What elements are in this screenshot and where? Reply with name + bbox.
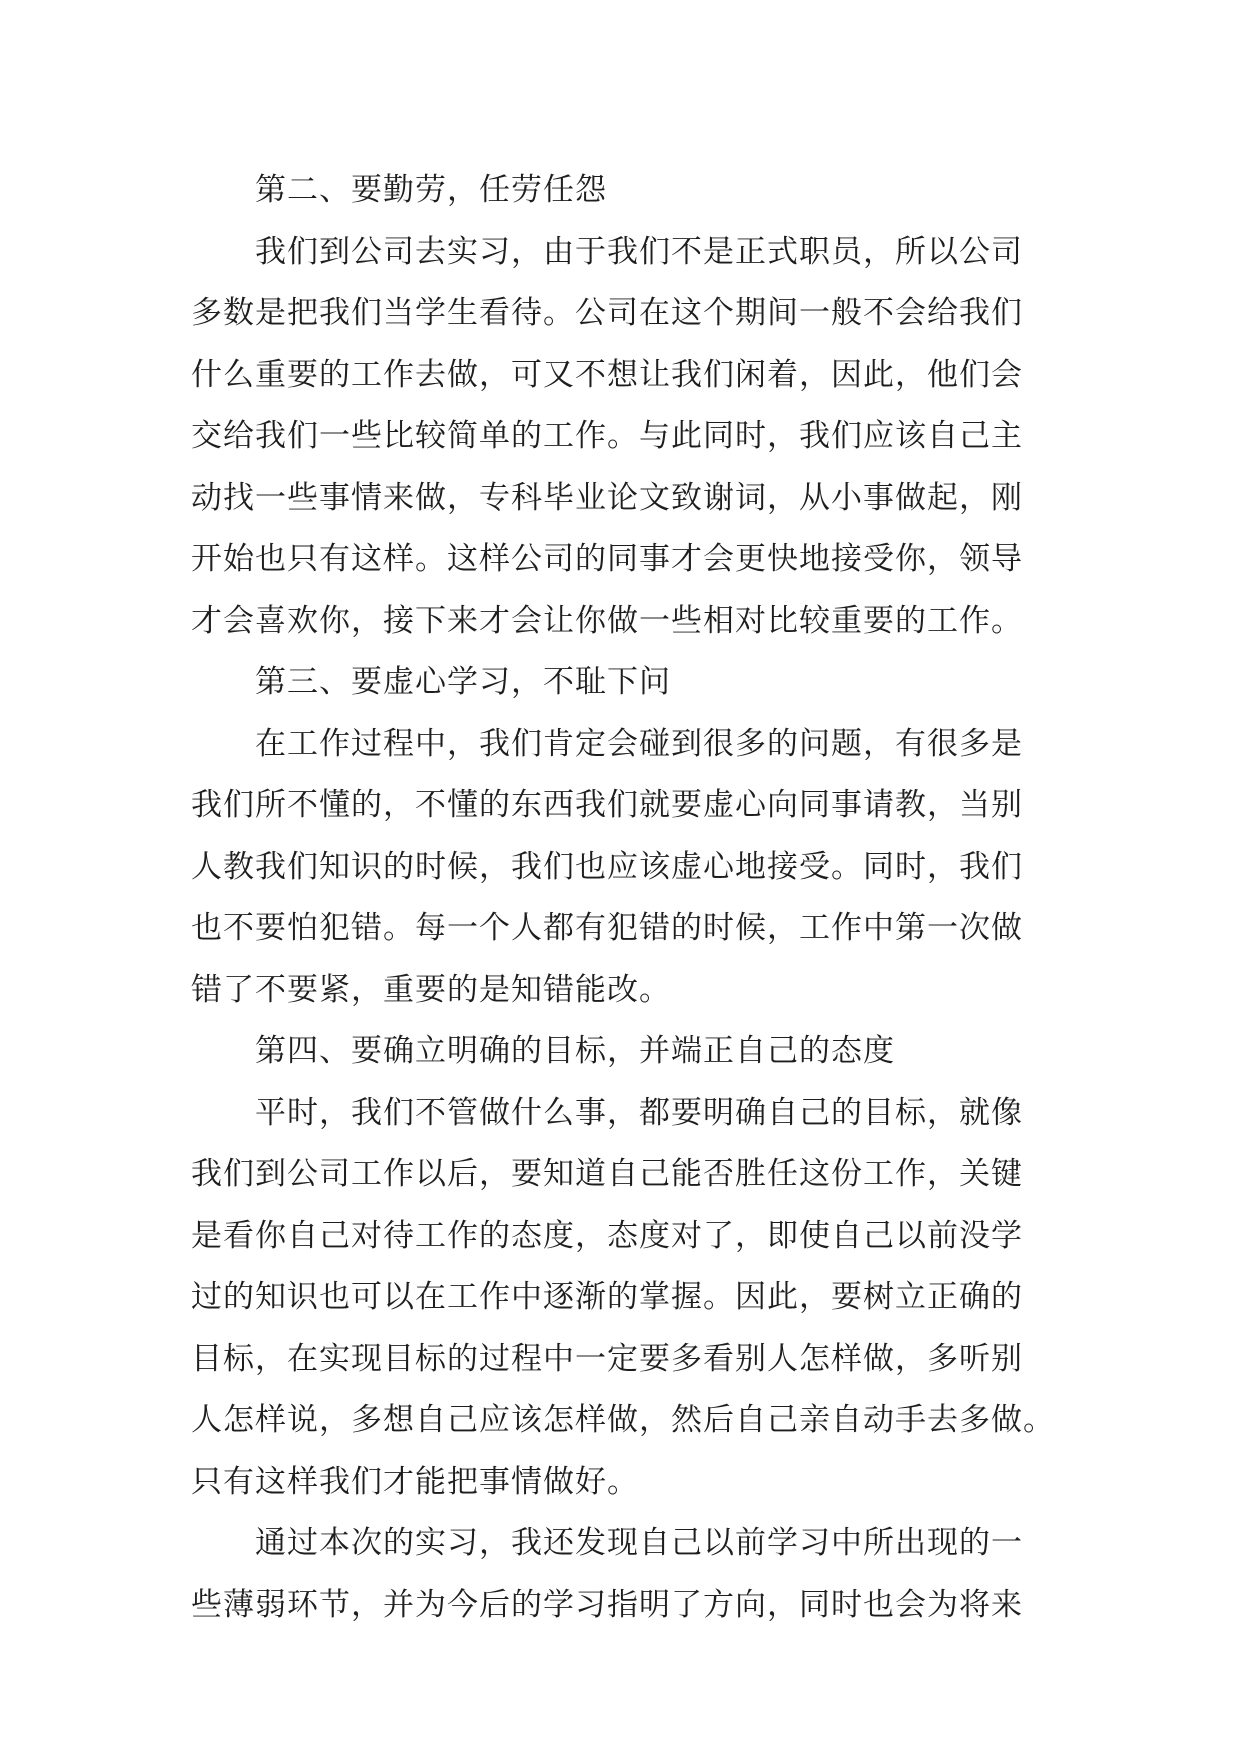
text-line: 平时，我们不管做什么事，都要明确自己的目标，就像 — [255, 1094, 1023, 1131]
text-line: 通过本次的实习，我还发现自己以前学习中所出现的一 — [255, 1525, 1023, 1561]
text-line: 目标，在实现目标的过程中一定要多看别人怎样做，多听别 — [191, 1340, 1023, 1377]
text-line: 第二、要勤劳，任劳任怨 — [255, 172, 607, 208]
text-line: 人怎样说，多想自己应该怎样做，然后自己亲自动手去多做。 — [191, 1402, 1055, 1438]
text-line: 是看你自己对待工作的态度，态度对了，即使自己以前没学 — [191, 1217, 1023, 1254]
text-line: 第四、要确立明确的目标，并端正自己的态度 — [255, 1033, 895, 1069]
text-line: 错了不要紧，重要的是知错能改。 — [191, 971, 671, 1008]
text-line: 才会喜欢你，接下来才会让你做一些相对比较重要的工作。 — [191, 602, 1023, 639]
text-line: 些薄弱环节，并为今后的学习指明了方向，同时也会为将来 — [191, 1586, 1023, 1623]
text-line: 人教我们知识的时候，我们也应该虚心地接受。同时，我们 — [191, 848, 1023, 885]
text-line: 动找一些事情来做，专科毕业论文致谢词，从小事做起，刚 — [191, 479, 1023, 516]
text-line: 什么重要的工作去做，可又不想让我们闲着，因此，他们会 — [191, 356, 1023, 393]
text-line: 多数是把我们当学生看待。公司在这个期间一般不会给我们 — [191, 295, 1023, 331]
text-line: 在工作过程中，我们肯定会碰到很多的问题，有很多是 — [255, 725, 1023, 762]
text-line: 也不要怕犯错。每一个人都有犯错的时候，工作中第一次做 — [191, 910, 1023, 946]
text-line: 过的知识也可以在工作中逐渐的掌握。因此，要树立正确的 — [191, 1279, 1023, 1315]
text-line: 我们所不懂的，不懂的东西我们就要虚心向同事请教，当别 — [191, 787, 1023, 823]
text-line: 我们到公司工作以后，要知道自己能否胜任这份工作，关键 — [191, 1156, 1023, 1192]
text-line: 我们到公司去实习，由于我们不是正式职员，所以公司 — [255, 233, 1023, 270]
text-line: 开始也只有这样。这样公司的同事才会更快地接受你，领导 — [191, 541, 1023, 577]
text-line: 交给我们一些比较简单的工作。与此同时，我们应该自己主 — [191, 418, 1023, 454]
document-body — [191, 160, 1071, 1636]
text-line: 只有这样我们才能把事情做好。 — [191, 1463, 639, 1500]
text-line: 第三、要虚心学习，不耻下问 — [255, 664, 671, 700]
